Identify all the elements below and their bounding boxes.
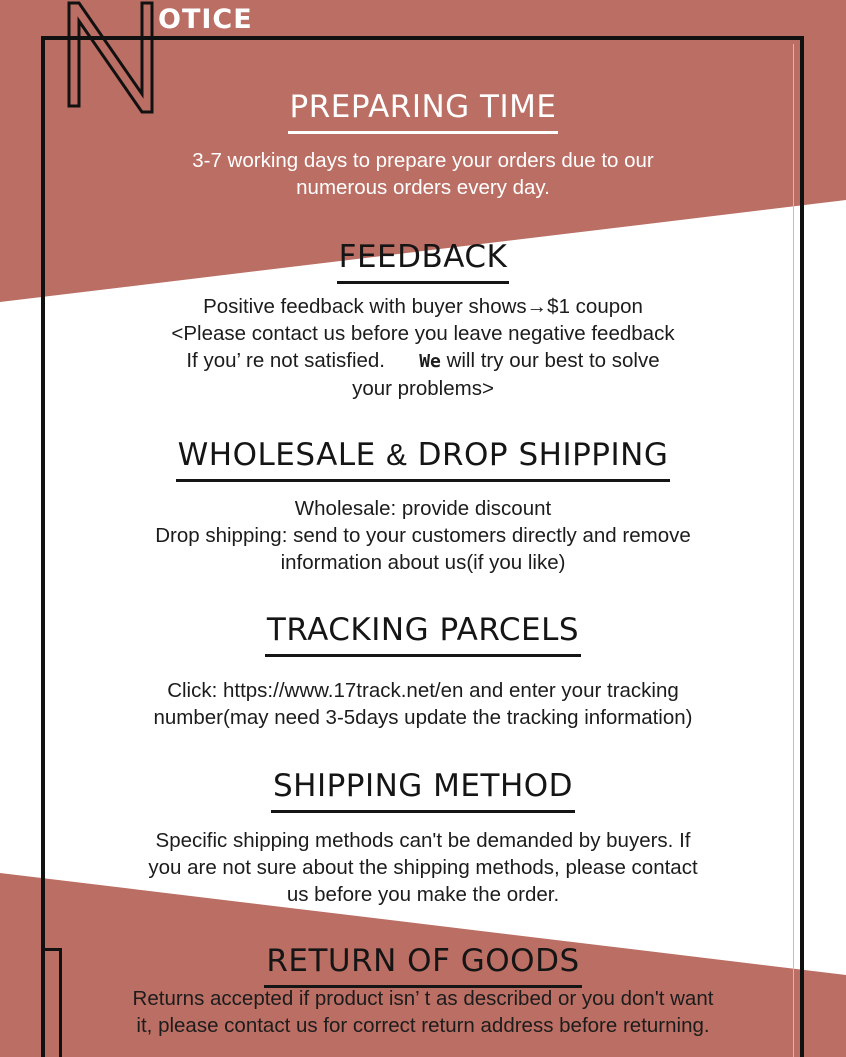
- feedback-line-3: If you’ re not satisfied. We will try our best to solve: [186, 349, 660, 372]
- section-text-wholesale: Wholesale: provide discount Drop shipping: send to your customers directly and remove information about us(if you like): [155, 497, 691, 574]
- section-heading-return-of-goods: RETURN OF GOODS: [0, 942, 846, 988]
- section-text-tracking: Click: https://www.17track.net/en and enter your tracking number(may need 3-5days update the tracking information): [153, 679, 693, 729]
- section-heading-preparing-time: PREPARING TIME: [0, 88, 846, 134]
- section-text-shipping-method: Specific shipping methods can't be demanded by buyers. If you are not sure about the shipping methods, please contact us before you make the order.: [148, 829, 698, 906]
- section-heading-tracking-parcels: TRACKING PARCELS: [0, 611, 846, 657]
- notice-title: OTICE: [158, 4, 253, 35]
- section-heading-shipping-method: SHIPPING METHOD: [0, 767, 846, 813]
- section-text-feedback: Positive feedback with buyer shows→$1 coupon <Please contact us before you leave negative feedback If you’ re not satisfied. We will try our best to solve your problems>: [0, 293, 846, 402]
- section-heading-wholesale-drop-shipping: WHOLESALE & DROP SHIPPING: [0, 436, 846, 482]
- section-text-return: Returns accepted if product isn’ t as described or you don't want it, please contact us for correct return address before returning.: [132, 987, 714, 1037]
- section-heading-feedback: FEEDBACK: [0, 238, 846, 284]
- section-text-preparing-time: 3-7 working days to prepare your orders due to our numerous orders every day.: [192, 149, 654, 199]
